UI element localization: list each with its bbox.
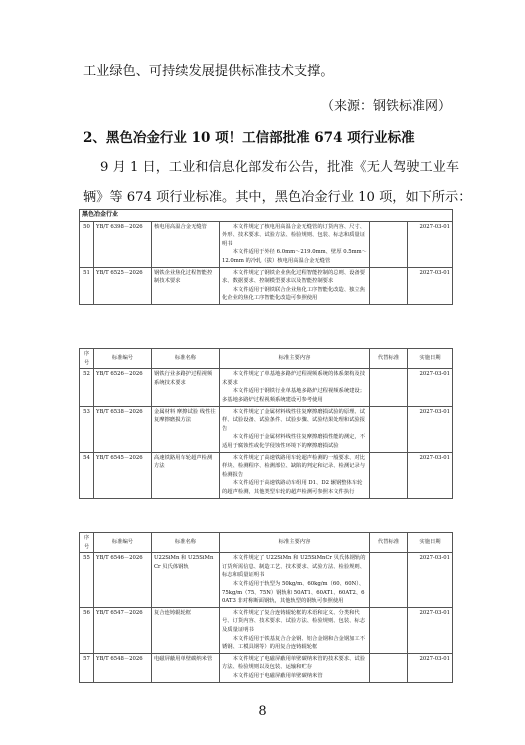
header-desc: 标准主要内容 — [220, 533, 370, 553]
cell-desc — [220, 267, 370, 304]
table-row — [80, 369, 453, 406]
cell-no: 53 — [80, 406, 94, 452]
desc-paragraph: 本文件适用于钢铁行业单基地多路炉过程视频系统建设；多基地多路炉过程视频系统建设可参考使用 — [222, 388, 366, 403]
header-name: 标准名称 — [152, 349, 220, 369]
cell-desc — [220, 607, 370, 653]
cell-code: YB/T 6547－2026 — [94, 607, 152, 653]
desc-paragraph: 本文件适用于电磁屏蔽用单壁碳纳米管 — [232, 672, 323, 679]
header-desc: 标准主要内容 — [220, 349, 370, 369]
desc-paragraph: 本文件适用于铁基复合合金钢、铝合金钢和合金钢加工不锈钢、工模具钢等）的用复合连铸辊轮框 — [222, 635, 366, 651]
cell-desc — [220, 653, 370, 682]
cell-date: 2027-03-01 — [408, 653, 453, 682]
category-row: 黑色冶金行业 — [80, 210, 453, 222]
header-code: 标准编号 — [94, 533, 152, 553]
cell-name: 钢铁行业多路护过程视频系统技术要求 — [152, 369, 220, 406]
cell-date: 2027-03-01 — [408, 221, 453, 267]
paragraph-line: 工业绿色、可持续发展提供标准技术支撑。 — [83, 64, 334, 79]
cell-replaced — [370, 553, 408, 608]
cell-no: 50 — [80, 221, 94, 267]
cell-code: YB/T 6525－2026 — [94, 267, 152, 304]
cell-code: YB/T 6538－2026 — [94, 406, 152, 452]
standards-table-part3 — [79, 532, 453, 683]
paragraph-line: 9 月 1 日，工业和信息化部发布公告，批准《无人驾驶工业车 — [100, 160, 460, 175]
header-no: 序号 — [80, 533, 94, 553]
cell-no: 52 — [80, 369, 94, 406]
cell-desc — [220, 221, 370, 267]
cell-no: 57 — [80, 653, 94, 682]
desc-paragraph: 本文件规定了高速铁路用车轮超声检测的一般要求、对比样块、检测程序、检测部位、缺陷的判定和记录、检测记录与检测报告 — [222, 454, 366, 478]
table-header-row — [80, 533, 453, 553]
header-date: 实施日期 — [408, 533, 453, 553]
cell-replaced — [370, 369, 408, 406]
header-no: 序号 — [80, 349, 94, 369]
section-heading: 2、黑色冶金行业 10 项！工信部批准 674 项行业标准 — [83, 130, 415, 146]
cell-no: 56 — [80, 607, 94, 653]
cell-date: 2027-03-01 — [408, 406, 453, 452]
table-row — [80, 553, 453, 608]
table-header-row — [80, 349, 453, 369]
cell-desc — [220, 452, 370, 498]
cell-replaced — [370, 406, 408, 452]
cell-code: YB/T 6398－2026 — [94, 221, 152, 267]
source-note: （来源：钢铁标准网） — [320, 99, 451, 114]
table-row — [80, 267, 453, 304]
cell-date: 2027-03-01 — [408, 267, 453, 304]
cell-replaced — [370, 452, 408, 498]
table-row — [80, 607, 453, 653]
table-row — [80, 452, 453, 498]
cell-no: 55 — [80, 553, 94, 608]
cell-replaced — [370, 653, 408, 682]
table-row — [80, 221, 453, 267]
desc-paragraph: 本文件规定了核电用高温合金无缝管的订货内容、尺寸、外形、技术要求、试验方法、检验规则、包装、标志和质量证明书 — [222, 223, 366, 247]
desc-paragraph: 本文件适用于外径 6.0mm～219.0mm、壁厚 0.5mm～12.0mm 的冷轧（拔）核电用高温合金无缝管 — [222, 249, 367, 264]
header-replaced: 代替标准 — [370, 349, 408, 369]
cell-code: YB/T 6548－2026 — [94, 653, 152, 682]
cell-code: YB/T 6546－2026 — [94, 553, 152, 608]
cell-name: U22SiMn 和 U25SiMnCr 贝氏体钢轨 — [152, 553, 220, 608]
cell-no: 54 — [80, 452, 94, 498]
cell-desc — [220, 369, 370, 406]
cell-desc — [220, 406, 370, 452]
header-date: 实施日期 — [408, 349, 453, 369]
cell-date: 2027-03-01 — [408, 607, 453, 653]
cell-date: 2027-03-01 — [408, 452, 453, 498]
desc-paragraph: 本文件适用于高速铁路动车组用 D1、D2 辗钢整体车轮的超声检测，其他类型车轮的超声检测可参照本文件执行 — [222, 480, 363, 495]
cell-name: 电磁屏蔽用单壁碳纳米管 — [152, 653, 220, 682]
table-row — [80, 406, 453, 452]
cell-code: YB/T 6526－2026 — [94, 369, 152, 406]
cell-date: 2027-03-01 — [408, 553, 453, 608]
cell-date: 2027-03-01 — [408, 369, 453, 406]
desc-paragraph: 本文件规定了 U22SiMn 和 U25SiMnCr 贝氏体钢轨的订货所需信息、制造工艺、技术要求、试验方法、检验规则、标志和质量证明书 — [222, 555, 366, 579]
cell-name: 钢铁企业焦化过程智能控制技术要求 — [152, 267, 220, 304]
desc-paragraph: 本文件规定了复合连铸辊轮框的术语和定义、分类和代号、订货内容、技术要求、试验方法、检验规则、包装、标志及质量证明书 — [222, 609, 366, 633]
standards-table-part2 — [79, 348, 453, 499]
cell-replaced — [370, 607, 408, 653]
desc-paragraph: 本文件规定了金属材料线性往复摩擦磨损试验的原理、试样、试验设备、试验条件、试验步骤、试验结果处理和试验报告 — [222, 408, 366, 432]
cell-name: 金属材料 摩擦试验 线性往复摩擦磨损方法 — [152, 406, 220, 452]
desc-paragraph: 本文件规定了钢铁企业焦化过程智能控制的总则、设备要求、数据要求、控制模型要求以及智能控制要求 — [222, 269, 366, 285]
cell-replaced — [370, 267, 408, 304]
cell-name: 复合连铸辊轮框 — [152, 607, 220, 653]
desc-paragraph: 本文件适用于轨型为 50kg/m、60kg/m（60、60N）、75kg/m（75、75N）钢轨和 50AT1、60AT1、60AT2、60AT3 非对称断面钢轨，其他轨型的钢轨可参照使用 — [222, 580, 365, 605]
cell-replaced — [370, 221, 408, 267]
desc-paragraph: 本文件规定了电磁屏蔽用单壁碳纳米管的技术要求、试验方法、检验规则以及包装、运输和贮存 — [222, 655, 366, 671]
header-replaced: 代替标准 — [370, 533, 408, 553]
paragraph-line: 辆》等 674 项行业标准。其中，黑色冶金行业 10 项，如下所示： — [83, 190, 472, 205]
desc-paragraph: 本文件适用于金属材料线性往复摩擦磨损性能的测定，不适用于腐蚀性或化学侵蚀性环境下的摩擦磨损试验 — [222, 434, 366, 449]
header-name: 标准名称 — [152, 533, 220, 553]
desc-paragraph: 本文件规定了单基地多路炉过程视频系统的体系架构及技术要求 — [222, 371, 366, 386]
cell-name: 核电用高温合金无缝管 — [152, 221, 220, 267]
header-code: 标准编号 — [94, 349, 152, 369]
cell-name: 高速铁路用车轮超声检测方法 — [152, 452, 220, 498]
cell-no: 51 — [80, 267, 94, 304]
table-row — [80, 653, 453, 682]
standards-table-part1 — [79, 209, 453, 305]
page-number: 8 — [258, 704, 267, 719]
cell-desc — [220, 553, 370, 608]
desc-paragraph: 本文件适用于钢铁联合企业焦化工序智能化改造、独立焦化企业的焦化工序智能化改造可参照使用 — [222, 286, 366, 302]
cell-code: YB/T 6545－2026 — [94, 452, 152, 498]
